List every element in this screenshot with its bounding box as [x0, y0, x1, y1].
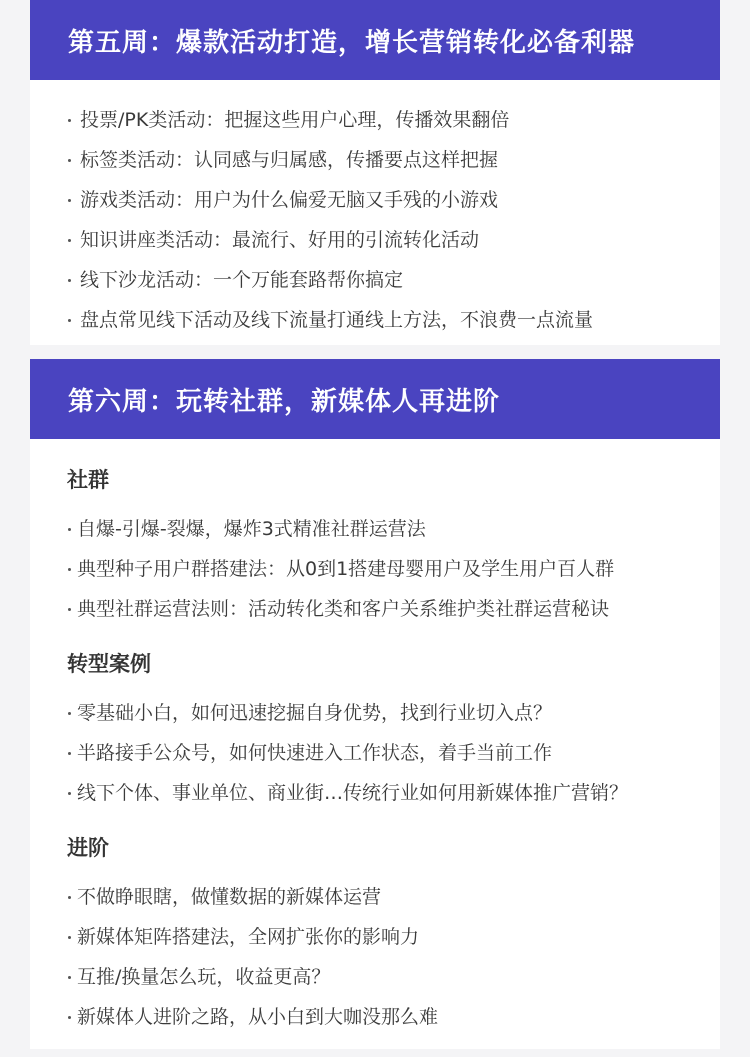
- list-item: 典型种子用户群搭建法：从0到1搭建母婴用户及学生用户百人群: [30, 549, 720, 589]
- week6-title: 第六周：玩转社群，新媒体人再进阶: [68, 386, 501, 417]
- list-item: 典型社群运营法则：活动转化类和客户关系维护类社群运营秘诀: [30, 589, 720, 629]
- cases-list: [30, 685, 720, 813]
- list-item: 标签类活动：认同感与归属感，传播要点这样把握: [30, 140, 720, 180]
- week5-banner: [30, 0, 720, 80]
- list-item: 不做睁眼瞎，做懂数据的新媒体运营: [30, 877, 720, 917]
- list-item: 半路接手公众号，如何快速进入工作状态，着手当前工作: [30, 733, 720, 773]
- section-title-cases: 转型案例: [67, 652, 151, 676]
- section-title-advanced: 进阶: [67, 836, 109, 860]
- community-list: [30, 501, 720, 629]
- list-item: 零基础小白，如何迅速挖掘自身优势，找到行业切入点？: [30, 693, 720, 733]
- week5-list: [30, 80, 720, 340]
- list-item: 线下沙龙活动：一个万能套路帮你搞定: [30, 260, 720, 300]
- list-item: 知识讲座类活动：最流行、好用的引流转化活动: [30, 220, 720, 260]
- advanced-list: [30, 869, 720, 1037]
- list-item: 游戏类活动：用户为什么偏爱无脑又手残的小游戏: [30, 180, 720, 220]
- week6-banner: [30, 359, 720, 439]
- week5-title: 第五周：爆款活动打造，增长营销转化必备利器: [68, 27, 636, 58]
- list-item: 新媒体矩阵搭建法，全网扩张你的影响力: [30, 917, 720, 957]
- list-item: 新媒体人进阶之路，从小白到大咖没那么难: [30, 997, 720, 1037]
- list-item: 互推/换量怎么玩，收益更高？: [30, 957, 720, 997]
- section-title-community: 社群: [67, 468, 109, 492]
- list-item: 投票/PK类活动：把握这些用户心理，传播效果翻倍: [30, 100, 720, 140]
- list-item: 盘点常见线下活动及线下流量打通线上方法，不浪费一点流量: [30, 300, 720, 340]
- week5-card: [30, 0, 720, 345]
- week6-card: [30, 359, 720, 1049]
- list-item: 自爆-引爆-裂爆，爆炸3式精准社群运营法: [30, 509, 720, 549]
- list-item: 线下个体、事业单位、商业街…传统行业如何用新媒体推广营销？: [30, 773, 720, 813]
